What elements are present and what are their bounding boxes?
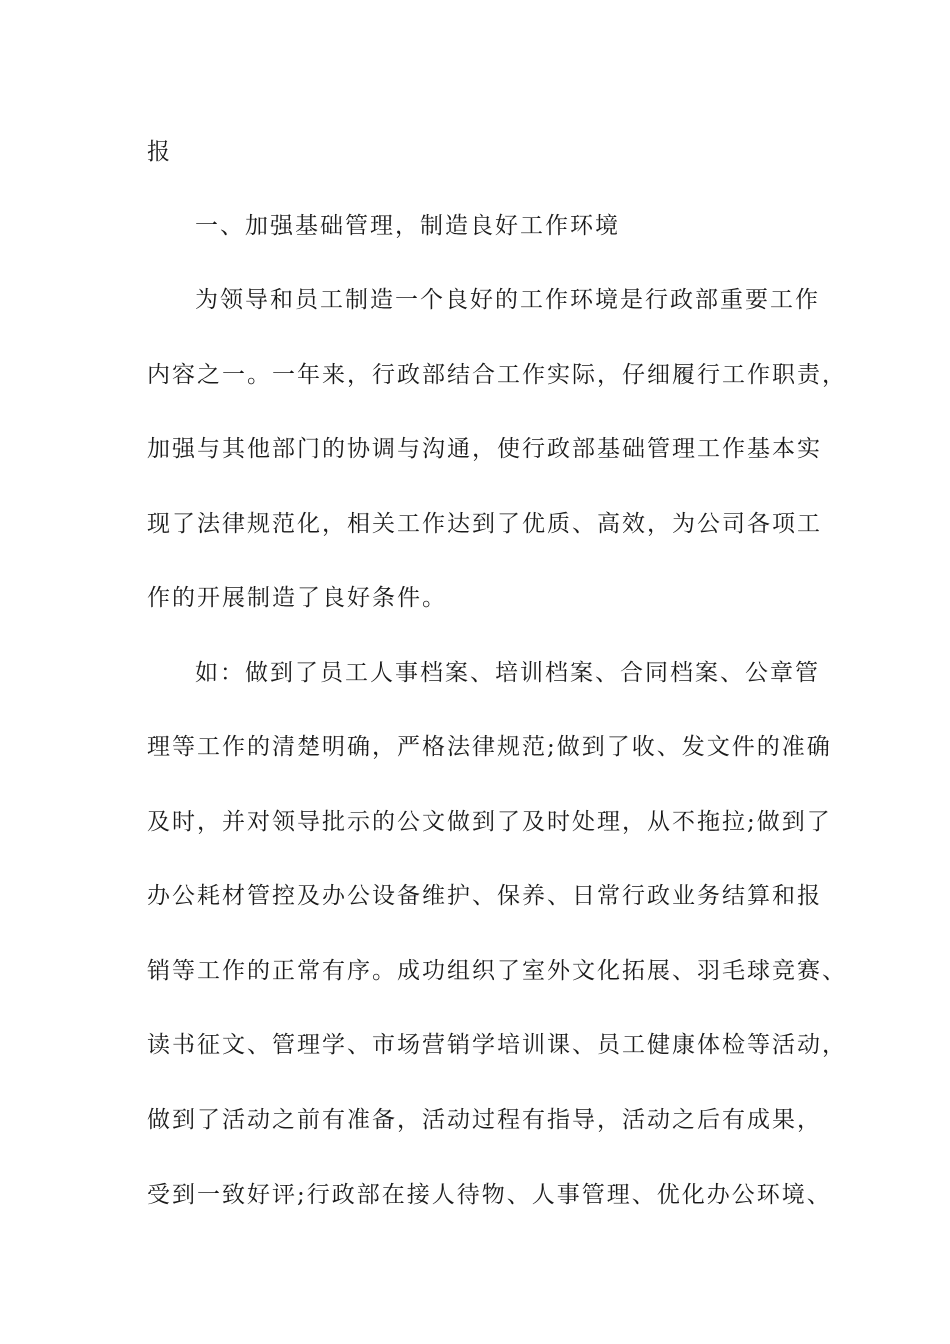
paragraph-2-line-6: 读书征文、管理学、市场营销学培训课、员工健康体检等活动， [147, 1032, 847, 1058]
paragraph-2-line-1: 如：做到了员工人事档案、培训档案、合同档案、公章管 [195, 660, 820, 686]
paragraph-1-line-1: 为领导和员工制造一个良好的工作环境是行政部重要工作 [195, 287, 820, 313]
paragraph-1-line-5: 作的开展制造了良好条件。 [147, 585, 447, 611]
paragraph-2-line-8: 受到一致好评;行政部在接人待物、人事管理、优化办公环境、 [147, 1182, 832, 1208]
paragraph-1-line-4: 现了法律规范化，相关工作达到了优质、高效，为公司各项工 [147, 511, 822, 537]
paragraph-2-line-5: 销等工作的正常有序。成功组织了室外文化拓展、羽毛球竞赛、 [147, 958, 847, 984]
paragraph-1-line-3: 加强与其他部门的协调与沟通，使行政部基础管理工作基本实 [147, 436, 822, 462]
paragraph-2-line-2: 理等工作的清楚明确，严格法律规范;做到了收、发文件的准确 [147, 734, 832, 760]
paragraph-1-line-2: 内容之一。一年来，行政部结合工作实际，仔细履行工作职责， [147, 362, 847, 388]
paragraph-2-line-4: 办公耗材管控及办公设备维护、保养、日常行政业务结算和报 [147, 883, 822, 909]
text-line-1: 报 [147, 139, 172, 165]
paragraph-2-line-3: 及时，并对领导批示的公文做到了及时处理，从不拖拉;做到了 [147, 809, 832, 835]
paragraph-2-line-7: 做到了活动之前有准备，活动过程有指导，活动之后有成果， [147, 1107, 822, 1133]
section-heading: 一、加强基础管理，制造良好工作环境 [195, 213, 620, 239]
